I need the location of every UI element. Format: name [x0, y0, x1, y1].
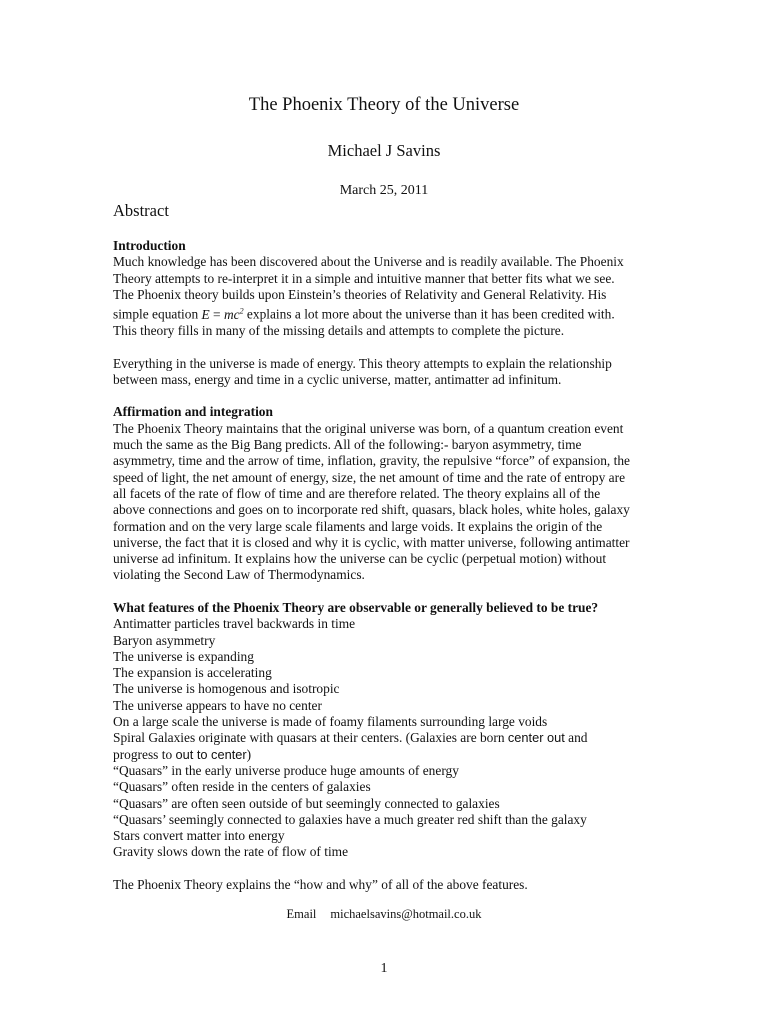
affirmation-line: above connections and goes on to incorporate red shift, quasars, black holes, white holes, galaxy	[113, 502, 630, 518]
affirmation-line: all facets of the rate of flow of time and are therefore related. The theory explains all of the	[113, 485, 601, 501]
intro-text: simple equation	[113, 306, 202, 322]
document-date: March 25, 2011	[339, 183, 429, 198]
author-name: Michael J Savins	[327, 141, 441, 160]
equation-equals: =	[209, 306, 224, 322]
spiral-text: Spiral Galaxies originate with quasars at their centers. (Galaxies are born	[113, 730, 508, 746]
features-conclusion: The Phoenix Theory explains the “how and why” of all of the above features.	[113, 877, 528, 893]
feature-item: The universe appears to have no center	[113, 697, 322, 713]
intro-line: between mass, energy and time in a cyclic universe, matter, antimatter ad infinitum.	[113, 371, 562, 387]
email-address: michaelsavins@hotmail.co.uk	[330, 907, 482, 921]
email-label: Email	[286, 907, 317, 921]
intro-line: Theory attempts to re-interpret it in a simple and intuitive manner that better fits what we see.	[113, 270, 615, 286]
intro-line: This theory fills in many of the missing details and attempts to complete the picture.	[113, 322, 565, 338]
affirmation-line: asymmetry, time and the arrow of time, inflation, gravity, the repulsive “force” of expansion, the	[113, 453, 630, 469]
spiral-emphasis: out to center	[175, 746, 247, 762]
affirmation-line: formation and on the very large scale filaments and large voids. It explains the origin of the	[113, 518, 603, 534]
feature-item-spiral	[113, 730, 673, 746]
contact-email	[0, 906, 768, 922]
intro-line: Much knowledge has been discovered about the Universe and is readily available. The Phoenix	[113, 254, 624, 270]
spiral-text: and	[564, 730, 588, 746]
feature-item: The universe is homogenous and isotropic	[113, 681, 340, 697]
affirmation-line: much the same as the Big Bang predicts. All of the following:- baryon asymmetry, time	[113, 437, 582, 453]
page-number: 1	[380, 961, 388, 976]
affirmation-line: universe ad infinitum. It explains how the universe can be cyclic (perpetual motion) without	[113, 551, 607, 567]
feature-item: Gravity slows down the rate of flow of time	[113, 844, 349, 860]
equation	[202, 307, 244, 322]
feature-item: Stars convert matter into energy	[113, 828, 285, 844]
feature-item: The expansion is accelerating	[113, 665, 272, 681]
equation-lhs: E	[201, 306, 210, 322]
feature-item: On a large scale the universe is made of foamy filaments surrounding large voids	[113, 714, 548, 730]
feature-item: The universe is expanding	[113, 648, 254, 664]
document-title: The Phoenix Theory of the Universe	[248, 95, 520, 115]
affirmation-line: speed of light, the net amount of energy, size, the net amount of time and the rate of entropy are	[113, 469, 626, 485]
feature-item: Antimatter particles travel backwards in time	[113, 616, 356, 632]
introduction-heading: Introduction	[113, 238, 186, 253]
intro-line: Everything in the universe is made of energy. This theory attempts to explain the relationship	[113, 355, 612, 371]
feature-item: “Quasars” often reside in the centers of galaxies	[113, 779, 371, 795]
affirmation-line: violating the Second Law of Thermodynamics.	[113, 567, 365, 583]
affirmation-line: universe, the fact that it is closed and why it is cyclic, with matter universe, following antimatter	[113, 534, 630, 550]
abstract-heading: Abstract	[113, 201, 169, 220]
intro-line: The Phoenix theory builds upon Einstein’s theories of Relativity and General Relativity. His	[113, 286, 607, 302]
feature-item: “Quasars’ seemingly connected to galaxies have a much greater red shift than the galaxy	[113, 811, 587, 827]
affirmation-heading: Affirmation and integration	[113, 404, 273, 420]
feature-item-spiral-cont	[113, 747, 673, 763]
intro-line-equation	[113, 303, 673, 323]
equation-rhs: mc	[223, 306, 240, 322]
affirmation-line: The Phoenix Theory maintains that the original universe was born, of a quantum creation event	[113, 420, 624, 436]
feature-item: Baryon asymmetry	[113, 632, 216, 648]
equation-exponent: 2	[239, 306, 244, 316]
spiral-text: )	[246, 746, 252, 762]
features-heading: What features of the Phoenix Theory are observable or generally believed to be true?	[113, 600, 599, 615]
document-body	[113, 238, 673, 893]
spiral-text: progress to	[113, 746, 176, 762]
spiral-emphasis: center out	[507, 730, 565, 746]
intro-text: explains a lot more about the universe than it has been credited with.	[243, 306, 615, 322]
feature-item: “Quasars” are often seen outside of but seemingly connected to galaxies	[113, 795, 500, 811]
feature-item: “Quasars” in the early universe produce huge amounts of energy	[113, 762, 459, 778]
